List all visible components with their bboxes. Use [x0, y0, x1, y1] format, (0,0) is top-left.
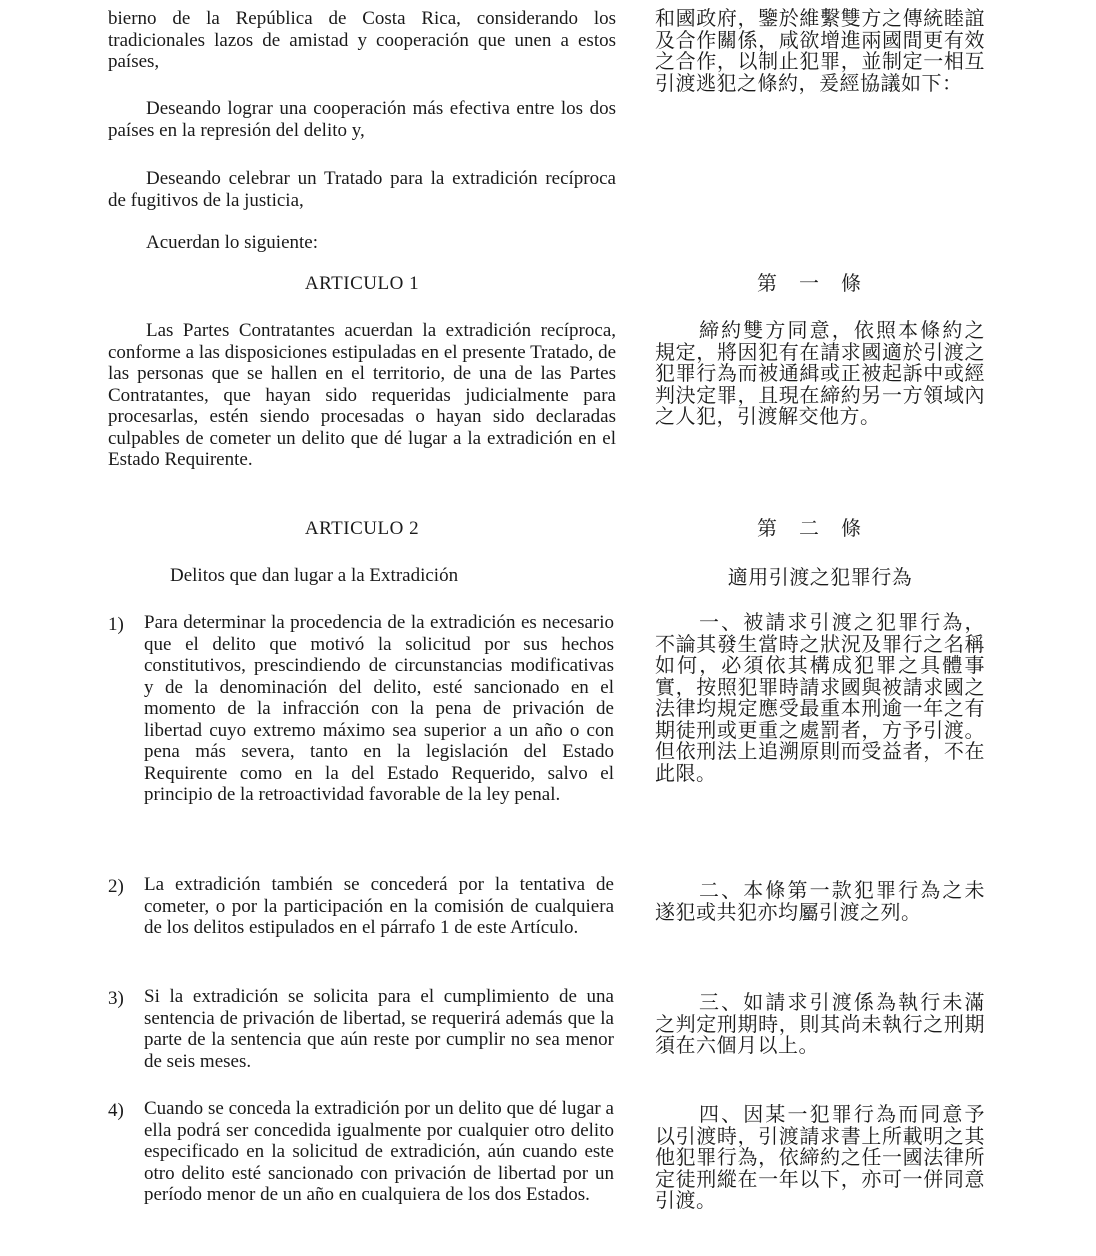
zh-article1-heading: 第一條 [757, 271, 883, 295]
es-article2-heading: ARTICULO 2 [304, 518, 420, 539]
es-item-text: Si la extradición se solicita para el cumplimiento de una sentencia de privación de libertad, se requerirá además que la parte de la sentencia que aún reste por cumplir no sea menor de seis meses. [144, 986, 614, 1072]
es-item-text: Cuando se conceda la extradición por un delito que dé lugar a ella podrá ser concedida igualmente por cualquier otro delito especificado en la solicitud de extradición, aún cuando este otro delito esté sancionado con privación de libertad por un período menor de un año en cualquiera de los dos Estados. [144, 1098, 614, 1205]
es-article2-subtitle: Delitos que dan lugar a la Extradición [170, 565, 459, 586]
zh-item-text: 三、如請求引渡係為執行未滿之判定刑期時，則其尚未執行之刑期須在六個月以上。 [655, 990, 985, 1057]
zh-item-text: 四、因某一犯罪行為而同意予以引渡時，引渡請求書上所載明之其他犯罪行為，依締約之任一國法律所定徒刑縱在一年以下，亦可一併同意引渡。 [655, 1102, 985, 1212]
es-item-text: La extradición también se concederá por la tentativa de cometer, o por la participación en la comisión de cualquiera de los delitos estipulados en el párrafo 1 de este Artículo. [144, 874, 614, 938]
es-article1-heading: ARTICULO 1 [304, 273, 420, 294]
zh-item-text: 二、本條第一款犯罪行為之未遂犯或共犯亦均屬引渡之列。 [655, 878, 985, 924]
es-preamble-continued: bierno de la República de Costa Rica, considerando los tradicionales lazos de amistad y cooperación que unen a estos países, [108, 8, 616, 72]
zh-article1-text: 締約雙方同意，依照本條約之規定，將因犯有在請求國適於引渡之犯罪行為而被通緝或正被起訴中或經判決定罪，且現在締約另一方領域內之人犯，引渡解交他方。 [655, 318, 985, 428]
zh-article2-subtitle: 適用引渡之犯罪行為 [727, 565, 913, 589]
es-preamble-treaty: Deseando celebrar un Tratado para la extradición recíproca de fugitivos de la justicia, [108, 168, 616, 211]
es-agree-clause: Acuerdan lo siguiente: [146, 232, 319, 253]
zh-article2-heading: 第二條 [757, 516, 883, 540]
es-item-number: 2) [108, 876, 124, 897]
es-item-number: 1) [108, 614, 124, 635]
zh-item-text: 一、被請求引渡之犯罪行為，不論其發生當時之狀況及罪行之名稱如何，必須依其構成犯罪之具體事實，按照犯罪時請求國與被請求國之法律均規定應受最重本刑逾一年之有期徒刑或更重之處罰者，方予引渡。但依刑法上追溯原則而受益者，不在此限。 [655, 610, 985, 785]
es-preamble-cooperation: Deseando lograr una cooperación más efectiva entre los dos países en la represión del delito y, [108, 98, 616, 141]
es-item-number: 3) [108, 988, 124, 1009]
es-item-number: 4) [108, 1100, 124, 1121]
zh-preamble: 和國政府，鑒於維繫雙方之傳統睦誼及合作關係，咸欲增進兩國間更有效之合作，以制止犯罪，並制定一相互引渡逃犯之條約，爰經協議如下： [655, 6, 985, 95]
es-article1-text: Las Partes Contratantes acuerdan la extradición recíproca, conforme a las disposiciones estipuladas en el presente Tratado, de las personas que se hallen en el territorio, de una de las Partes Contratantes, que hayan sido requeridas judicialmente para procesarlas, estén siendo procesadas o hayan sido declaradas culpables de cometer un delito que dé lugar a la extradición en el Estado Requirente. [108, 320, 616, 470]
es-item-text: Para determinar la procedencia de la extradición es necesario que el delito que motivó la solicitud por sus hechos constitutivos, prescindiendo de circunstancias modificativas y de la denominación del delito, esté sancionado en el momento de la infracción con la pena de privación de libertad cuyo extremo máximo sea superior a un año o con pena más severa, tanto en la legislación del Estado Requirente como en la del Estado Requerido, salvo el principio de la retroactividad favorable de la ley penal. [144, 612, 614, 805]
